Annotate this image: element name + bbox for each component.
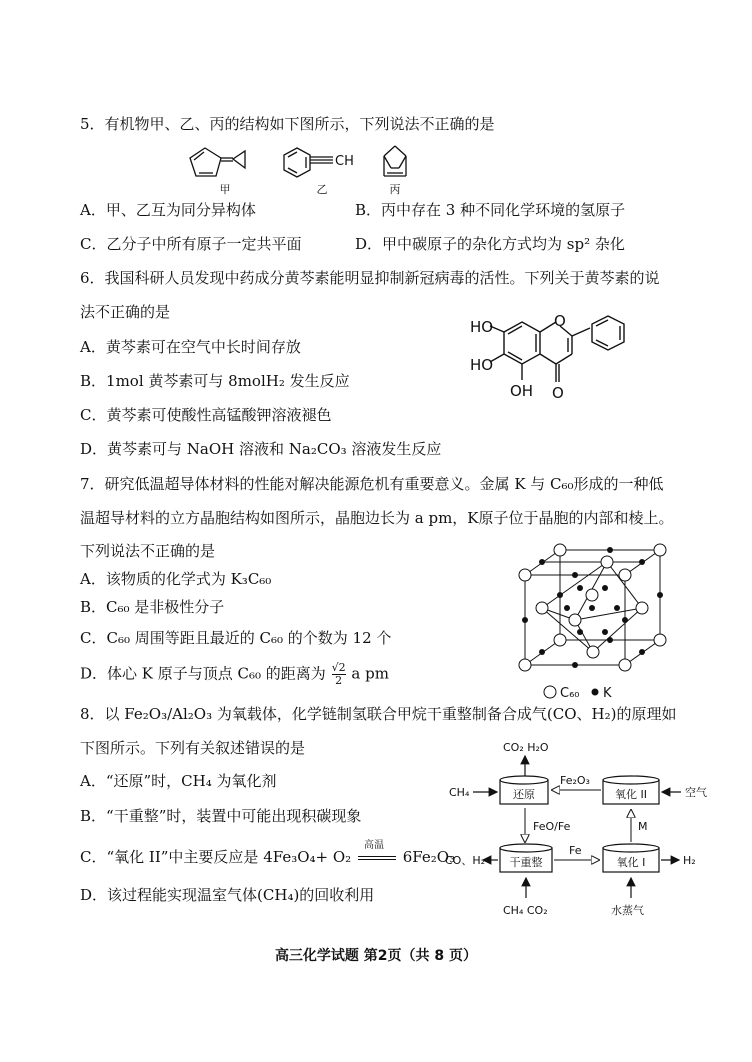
q7-stem-line3: 下列说法不正确的是 bbox=[80, 542, 216, 560]
arrow-condition: 高温 bbox=[363, 840, 384, 851]
q8-option-a: A．“还原”时，CH₄ 为氧化剂 bbox=[80, 772, 277, 790]
dry-reformer-label: 干重整 bbox=[509, 856, 543, 869]
q8-option-d: D．该过程能实现温室气体(CH₄)的回收利用 bbox=[80, 886, 375, 904]
q8-option-c bbox=[80, 840, 456, 867]
q7-stem-line1: 7．研究低温超导体材料的性能对解决能源危机有重要意义。金属 K 与 C₆₀形成的一种低 bbox=[80, 475, 664, 493]
q8-option-b: B．“干重整”时，装置中可能出现积碳现象 bbox=[80, 807, 362, 825]
q7-option-b: B．C₆₀ 是非极性分子 bbox=[80, 598, 225, 616]
q6-stem-line2: 法不正确的是 bbox=[80, 303, 171, 321]
oh-label-7: HO bbox=[470, 318, 494, 336]
baicalein-structure bbox=[468, 304, 668, 404]
ring-o-label: O bbox=[554, 312, 566, 330]
q5-stem: 5．有机物甲、乙、丙的结构如下图所示，下列说法不正确的是 bbox=[80, 115, 495, 133]
bottom-left-label: CH₄ CO₂ bbox=[503, 904, 548, 917]
air-label: 空气 bbox=[685, 786, 707, 799]
reducer-label: 还原 bbox=[513, 788, 535, 801]
label-jia: 甲 bbox=[219, 183, 231, 196]
page-footer: 高三化学试题 第2页（共 8 页） bbox=[274, 948, 478, 964]
q8-option-c-tail: 6Fe₂O₃ bbox=[402, 848, 456, 866]
carbonyl-o-label: O bbox=[552, 384, 564, 402]
legend-k: K bbox=[603, 686, 612, 701]
high-temp-arrow bbox=[356, 840, 398, 867]
q5-option-c: C．乙分子中所有原子一定共平面 bbox=[80, 235, 302, 253]
structure-yi bbox=[284, 148, 333, 177]
fe2o3-flow-label: Fe₂O₃ bbox=[560, 774, 590, 787]
frac-denominator: 2 bbox=[335, 674, 343, 687]
oxidizer1-label: 氧化 I bbox=[616, 856, 646, 869]
chemical-loop-diagram bbox=[445, 738, 715, 923]
q6-option-d: D．黄芩素可与 NaOH 溶液和 Na₂CO₃ 溶液发生反应 bbox=[80, 440, 442, 458]
unit-cell-legend bbox=[544, 686, 612, 701]
q8-stem-line1: 8．以 Fe₂O₃/Al₂O₃ 为氧载体，化学链制氢联合甲烷干重整制备合成气(CO、H₂)的原理如 bbox=[80, 705, 677, 723]
oxidizer2-label: 氧化 II bbox=[615, 788, 647, 801]
q6-option-b: B．1mol 黄芩素可与 8molH₂ 发生反应 bbox=[80, 372, 350, 390]
bottom-right-label: 水蒸气 bbox=[611, 904, 644, 917]
q8-stem-line2: 下图所示。下列有关叙述错误的是 bbox=[80, 739, 306, 757]
q6-option-c: C．黄芩素可使酸性高锰酸钾溶液褪色 bbox=[80, 406, 332, 424]
q5-structures bbox=[185, 142, 425, 196]
reducer-unit bbox=[500, 776, 548, 804]
q5-option-a: A．甲、乙互为同分异构体 bbox=[80, 201, 256, 219]
h2-label: H₂ bbox=[683, 854, 696, 867]
k3c60-unit-cell bbox=[510, 540, 680, 705]
legend-c60: C₆₀ bbox=[560, 686, 580, 701]
q8-option-c-text: C．“氧化 II”中主要反应是 4Fe₃O₄+ O₂ bbox=[80, 848, 352, 866]
q7-stem-line2: 温超导材料的立方晶胞结构如图所示，晶胞边长为 a pm，K原子位于晶胞的内部和棱上。 bbox=[80, 509, 674, 527]
co-h2-label: CO、H₂ bbox=[445, 854, 486, 867]
oxidizer2-unit bbox=[603, 776, 659, 804]
structure-bing bbox=[384, 146, 406, 176]
q7-option-d bbox=[80, 662, 389, 687]
oh-label-5: OH bbox=[510, 382, 534, 400]
dry-reformer-unit bbox=[500, 844, 552, 872]
top-output-label: CO₂ H₂O bbox=[503, 741, 549, 754]
label-bing: 丙 bbox=[389, 183, 401, 196]
q6-stem-line1: 6．我国科研人员发现中药成分黄芩素能明显抑制新冠病毒的活性。下列关于黄芩素的说 bbox=[80, 269, 660, 287]
label-yi: 乙 bbox=[316, 183, 328, 196]
sqrt2-over-2 bbox=[332, 662, 346, 687]
structure-jia bbox=[190, 148, 245, 176]
q7-option-d-text: D．体心 K 原子与顶点 C₆₀ 的距离为 bbox=[80, 664, 326, 683]
q5-option-b: B．丙中存在 3 种不同化学环境的氢原子 bbox=[355, 201, 626, 219]
frac-numerator: √2 bbox=[331, 661, 346, 674]
alkyne-ch-label: CH bbox=[335, 154, 354, 169]
q7-option-d-tail: a pm bbox=[351, 664, 389, 683]
q7-option-a: A．该物质的化学式为 K₃C₆₀ bbox=[80, 570, 272, 588]
ch4-in-label: CH₄ bbox=[449, 786, 470, 799]
feo-fe-flow-label: FeO/Fe bbox=[533, 820, 571, 833]
q5-option-d: D．甲中碳原子的杂化方式均为 sp² 杂化 bbox=[355, 235, 625, 253]
fe-flow-label: Fe bbox=[569, 844, 582, 857]
q6-option-a: A．黄芩素可在空气中长时间存放 bbox=[80, 338, 301, 356]
oxidizer1-unit bbox=[603, 844, 659, 872]
m-flow-label: M bbox=[638, 820, 648, 833]
oh-label-6: HO bbox=[470, 356, 494, 374]
q7-option-c: C．C₆₀ 周围等距且最近的 C₆₀ 的个数为 12 个 bbox=[80, 629, 392, 647]
